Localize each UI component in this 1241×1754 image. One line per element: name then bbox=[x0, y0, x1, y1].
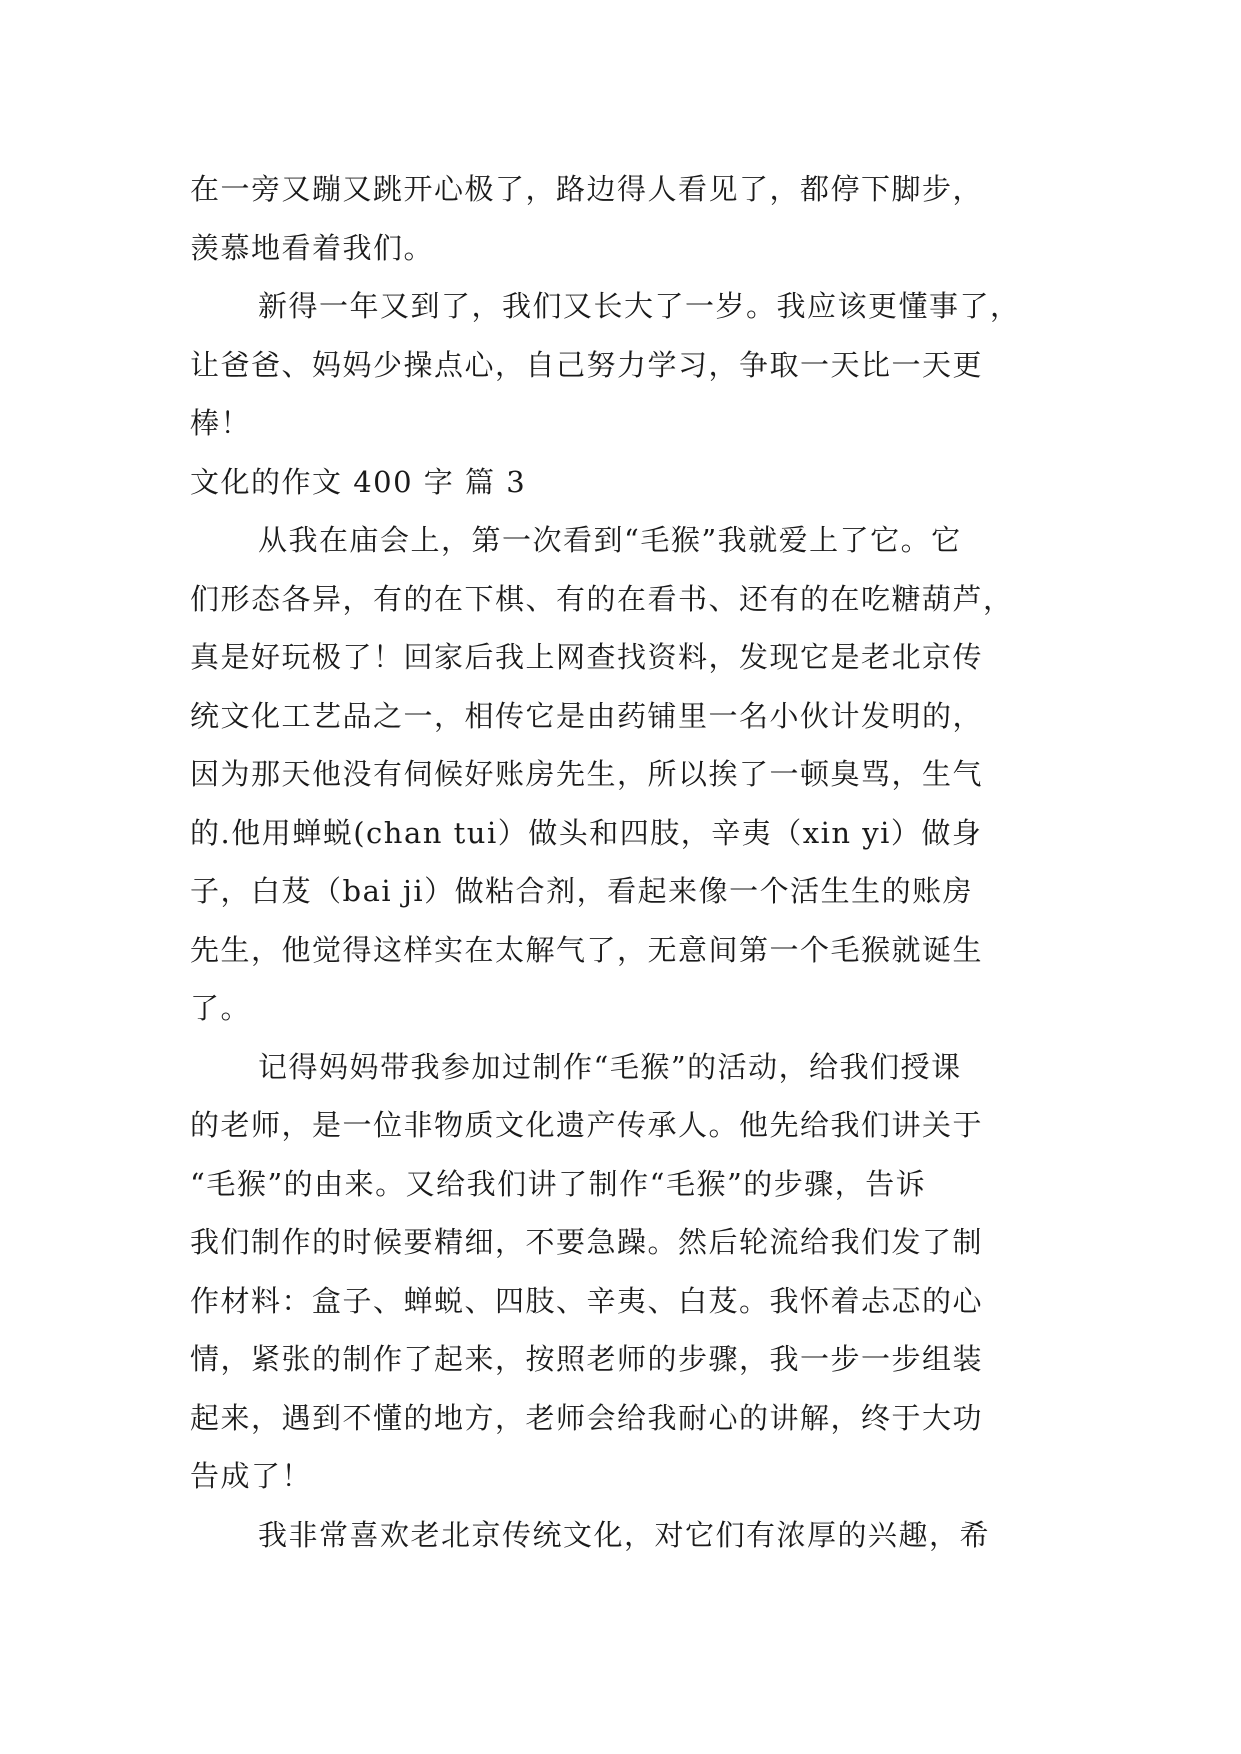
text-line: 告成了！ bbox=[190, 1459, 313, 1493]
text-line: 统文化工艺品之一，相传它是由药铺里一名小伙计发明的， bbox=[190, 698, 984, 733]
text-line: 真是好玩极了！回家后我上网查找资料，发现它是老北京传 bbox=[190, 640, 984, 674]
text-line: 羡慕地看着我们。 bbox=[190, 230, 435, 265]
text-line: 子，白芨（bai ji）做粘合剂，看起来像一个活生生的账房 bbox=[190, 874, 974, 908]
text-line: 情，紧张的制作了起来，按照老师的步骤，我一步一步组装 bbox=[190, 1342, 984, 1376]
text-line: 的.他用蝉蜕(chan tui）做头和四肢，辛夷（xin yi）做身 bbox=[190, 815, 983, 850]
text-line: 因为那天他没有伺候好账房先生，所以挨了一顿臭骂，生气 bbox=[190, 757, 984, 791]
text-line: 作材料：盒子、蝉蜕、四肢、辛夷、白芨。我怀着忐忑的心 bbox=[190, 1283, 984, 1318]
text-line: 我们制作的时候要精细，不要急躁。然后轮流给我们发了制 bbox=[190, 1225, 984, 1259]
text-line: 新得一年又到了，我们又长大了一岁。我应该更懂事了， bbox=[258, 289, 1021, 323]
text-line: 了。 bbox=[190, 991, 252, 1025]
text-line: 起来，遇到不懂的地方，老师会给我耐心的讲解，终于大功 bbox=[190, 1400, 984, 1435]
text-line: “毛猴”的由来。又给我们讲了制作“毛猴”的步骤，告诉 bbox=[190, 1166, 927, 1201]
text-line: 的老师，是一位非物质文化遗产传承人。他先给我们讲关于 bbox=[190, 1108, 984, 1142]
text-line: 记得妈妈带我参加过制作“毛猴”的活动，给我们授课 bbox=[258, 1049, 962, 1084]
text-line: 文化的作文 400 字 篇 3 bbox=[190, 464, 527, 499]
text-line: 我非常喜欢老北京传统文化，对它们有浓厚的兴趣，希 bbox=[258, 1517, 991, 1552]
text-line: 棒！ bbox=[190, 406, 252, 440]
text-line: 让爸爸、妈妈少操点心，自己努力学习，争取一天比一天更 bbox=[190, 347, 984, 382]
text-line: 在一旁又蹦又跳开心极了，路边得人看见了，都停下脚步， bbox=[190, 172, 984, 206]
text-line: 们形态各异，有的在下棋、有的在看书、还有的在吃糖葫芦， bbox=[190, 581, 1014, 616]
text-line: 先生，他觉得这样实在太解气了，无意间第一个毛猴就诞生 bbox=[190, 932, 984, 967]
text-line: 从我在庙会上，第一次看到“毛猴”我就爱上了它。它 bbox=[258, 523, 962, 557]
essay-body bbox=[190, 160, 1070, 1564]
